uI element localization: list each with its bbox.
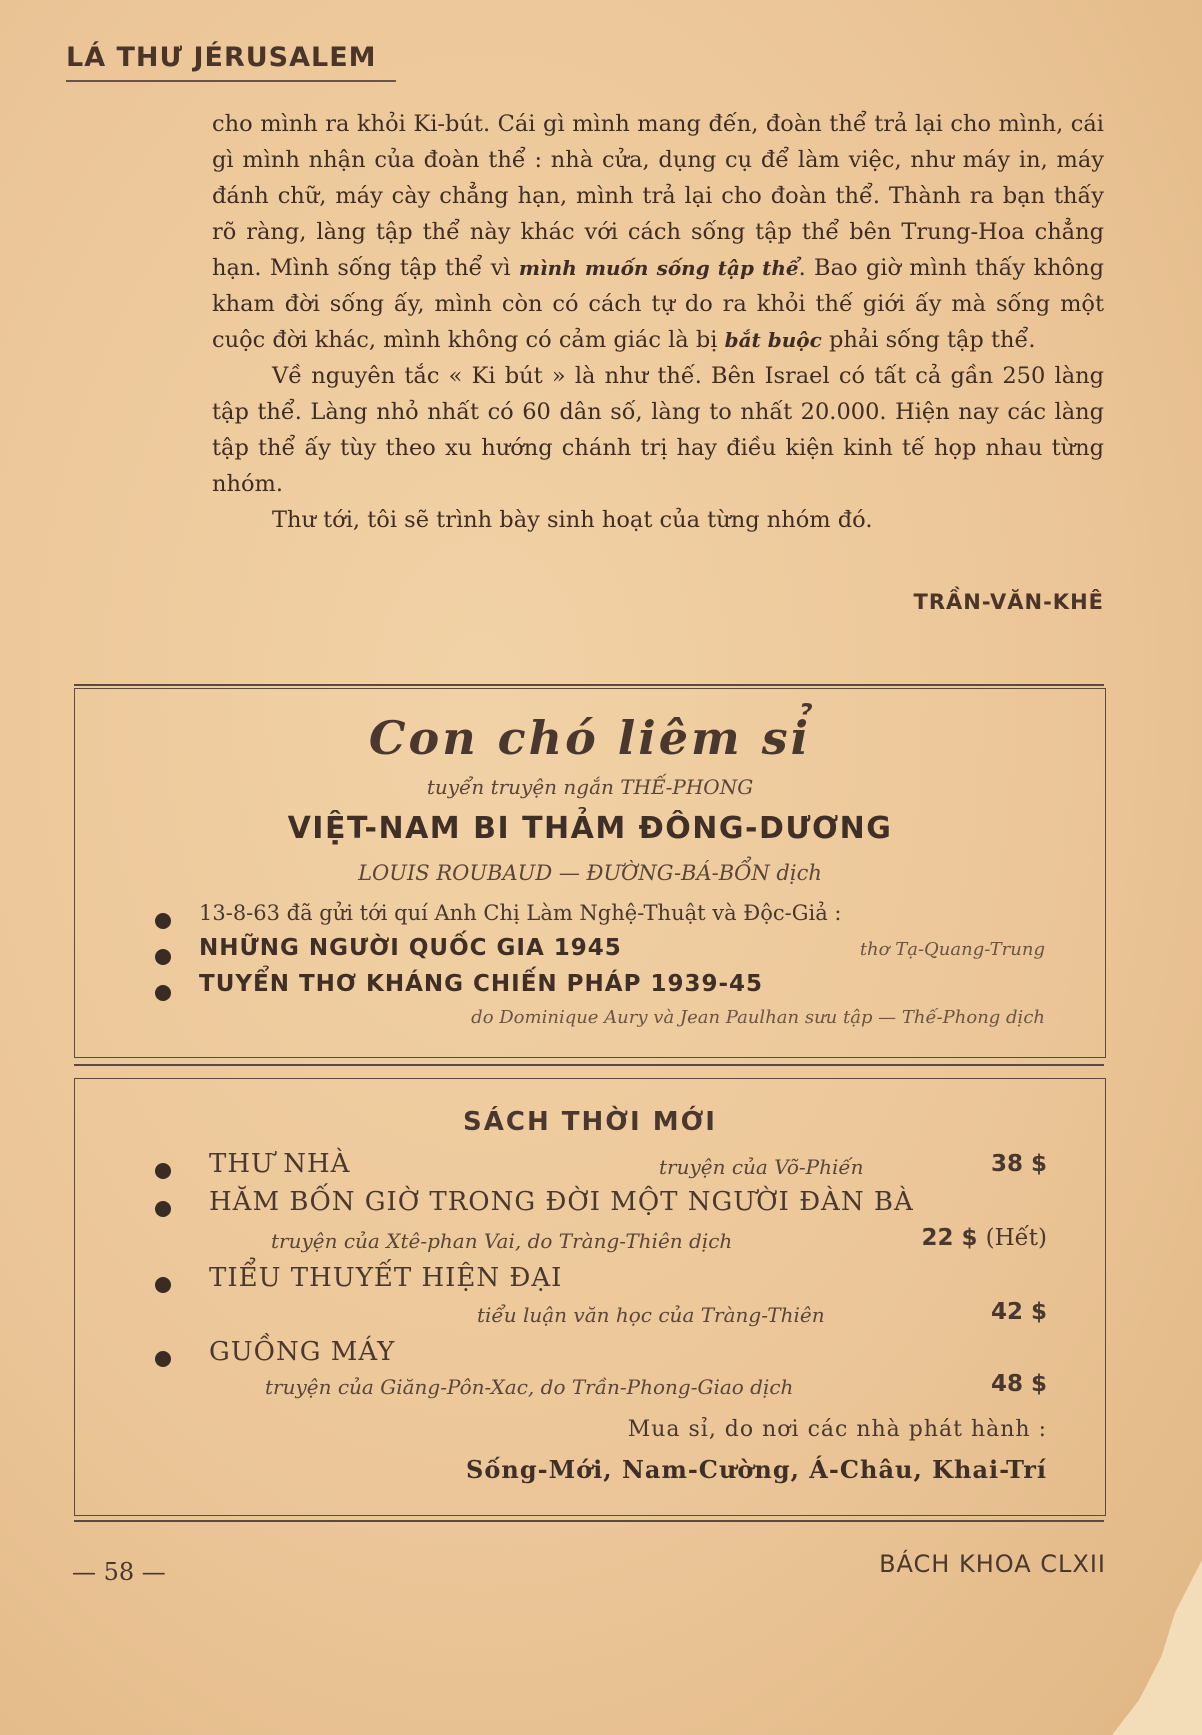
book-info: truyện của Xtê-phan Vai, do Tràng-Thiên dịch	[271, 1229, 733, 1253]
ad-heading: VIỆT-NAM BI THẢM ĐÔNG-DƯƠNG	[287, 811, 893, 846]
header-rule	[66, 80, 396, 82]
book-price: 22 $ (Hết)	[921, 1225, 1047, 1251]
box-top-rule	[74, 684, 1104, 686]
book-title: HĂM BỐN GIỜ TRONG ĐỜI MỘT NGƯỜI ĐÀN BÀ	[209, 1187, 914, 1217]
book-title: GUỒNG MÁY	[209, 1337, 396, 1367]
bottom-rule	[74, 1520, 1104, 1522]
advertisement-box-2	[74, 1078, 1106, 1516]
article-body	[212, 106, 1104, 538]
ad-line-note: thơ Tạ-Quang-Trung	[859, 939, 1045, 960]
article-paragraph-3: Thư tới, tôi sẽ trình bày sinh hoạt của từng nhóm đó.	[272, 507, 873, 533]
book-price: 38 $	[990, 1151, 1047, 1177]
bullet-icon	[155, 913, 171, 929]
sellers-list: Sống-Mới, Nam-Cường, Á-Châu, Khai-Trí	[466, 1455, 1047, 1484]
ad-book-subtitle: tuyển truyện ngắn THẾ-PHONG	[426, 775, 754, 799]
price-note: (Hết)	[985, 1225, 1047, 1251]
emphasis-text: bắt buộc	[724, 328, 822, 352]
book-price: 48 $	[990, 1371, 1047, 1397]
running-header: LÁ THƯ JÉRUSALEM	[66, 42, 377, 73]
bullet-icon	[155, 1277, 171, 1293]
book-title: TIỂU THUYẾT HIỆN ĐẠI	[209, 1263, 563, 1293]
bullet-icon	[155, 1351, 171, 1367]
bullet-icon	[155, 985, 171, 1001]
article-paragraph-1: cho mình ra khỏi Ki-bút. Cái gì mình mang đến, đoàn thể trả lại cho mình, cái gì mình nhận của đoàn thể : nhà cửa, dụng cụ để làm việc, như máy in, máy đánh chữ, máy cày chẳng hạn, mình trả lại cho đoàn thể. Thành ra bạn thấy rõ ràng, làng tập thể này khác với cách sống tập thể bên Trung-Hoa chẳng hạn. Mình sống tập thể vì mình muốn sống tập thể. Bao giờ mình thấy không kham đời sống ấy, mình còn có cách tự do ra khỏi thế giới ấy mà sống một cuộc đời khác, mình không có cảm giác là bị bắt buộc phải sống tập thể.	[212, 111, 1105, 353]
ad-heading: SÁCH THỜI MỚI	[463, 1107, 717, 1137]
bullet-icon	[155, 949, 171, 965]
book-price: 42 $	[990, 1299, 1047, 1325]
divider-rule	[74, 1064, 1104, 1066]
author-signature: TRẦN-VĂN-KHÊ	[913, 590, 1104, 614]
book-info: tiểu luận văn học của Tràng-Thiên	[477, 1303, 825, 1327]
book-info: truyện của Giăng-Pôn-Xac, do Trần-Phong-Giao dịch	[265, 1375, 794, 1399]
advertisement-box-1	[74, 688, 1106, 1058]
article-paragraph-2: Về nguyên tắc « Ki bút » là như thế. Bên Israel có tất cả gần 250 làng tập thể. Làng nhỏ nhất có 60 dân số, làng to nhất 20.000. Hiện nay các làng tập thể ấy tùy theo xu hướng chánh trị hay điều kiện kinh tế họp nhau từng nhóm.	[212, 363, 1104, 497]
book-info: truyện của Võ-Phiến	[659, 1155, 864, 1179]
ad-line: NHỮNG NGƯỜI QUỐC GIA 1945	[199, 935, 622, 961]
bullet-icon	[155, 1163, 171, 1179]
book-title: THƯ NHÀ	[209, 1149, 351, 1179]
ad-book-title: Con chó liêm sỉ	[368, 711, 812, 765]
magazine-name: BÁCH KHOA CLXII	[879, 1550, 1106, 1578]
ad-line: TUYỂN THƠ KHÁNG CHIẾN PHÁP 1939-45	[199, 971, 764, 997]
ad-line: 13-8-63 đã gửi tới quí Anh Chị Làm Nghệ-Thuật và Độc-Giả :	[199, 901, 842, 925]
bullet-icon	[155, 1201, 171, 1217]
ad-line-note: do Dominique Aury và Jean Paulhan sưu tập — Thế-Phong dịch	[471, 1007, 1045, 1028]
emphasis-text: mình muốn sống tập thể	[518, 256, 799, 280]
ad-author: LOUIS ROUBAUD — ĐƯỜNG-BÁ-BỔN dịch	[358, 861, 822, 885]
sellers-label: Mua sỉ, do nơi các nhà phát hành :	[627, 1417, 1047, 1442]
page-number: — 58 —	[72, 1558, 166, 1586]
